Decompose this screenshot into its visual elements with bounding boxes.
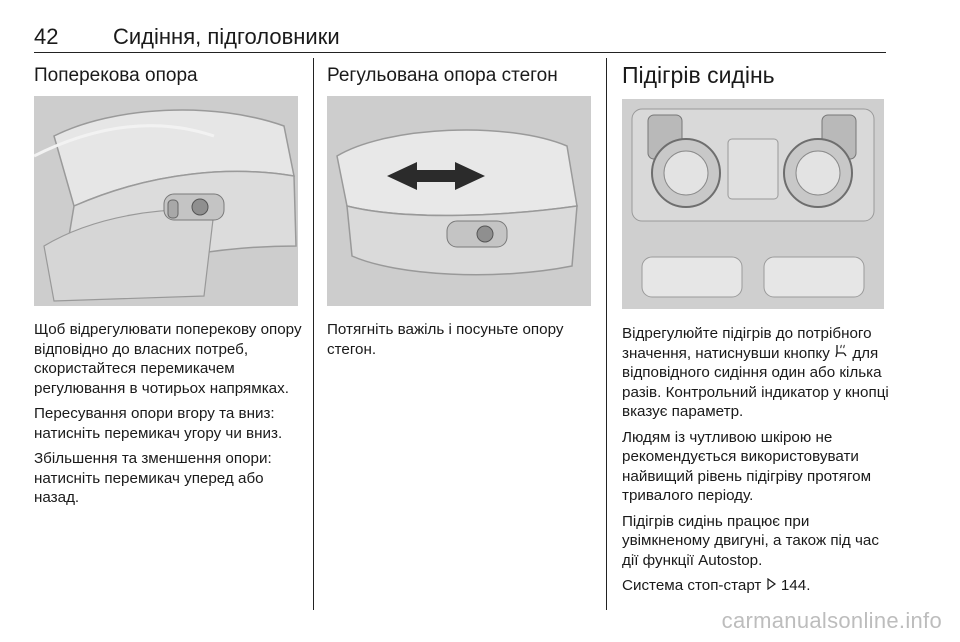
paragraph: Потягніть важіль і посуньте опору стегон.	[327, 321, 564, 358]
paragraph-text: Відрегулюйте підігрів до потрібного значення, натиснувши кнопку	[622, 325, 872, 362]
seat-heating-text	[622, 324, 890, 602]
page-number: 42	[34, 24, 59, 49]
paragraph: Пересування опори вгору та вниз: натисніть перемикач угору чи вниз.	[34, 405, 283, 442]
paragraph-text: для відповідного сидіння один або кілька разів. Контрольний індикатор у кнопці вказує параметр.	[622, 344, 889, 420]
seat-heat-icon	[834, 344, 848, 364]
paragraph: Збільшення та зменшення опори: натисніть перемикач уперед або назад.	[34, 450, 272, 506]
crossref-line	[622, 576, 890, 596]
section-heading-thigh: Регульована опора стегон	[327, 65, 558, 86]
thigh-support-illustration	[327, 96, 591, 306]
paragraph: Людям із чутливою шкірою не рекомендується використовувати найвищий рівень підігріву протягом тривалого періоду.	[622, 428, 872, 504]
paragraph: Підігрів сидінь працює при увімкненому двигуні, а також під час дії функції Autostop.	[622, 512, 879, 569]
column-divider	[606, 58, 607, 610]
watermark: carmanualsonline.info	[721, 608, 942, 633]
lumbar-support-illustration	[34, 96, 298, 306]
section-heading-lumbar: Поперекова опора	[34, 65, 198, 86]
seat-heating-illustration	[622, 99, 884, 309]
section-heading-seat-heating: Підігрів сидінь	[622, 62, 775, 88]
lumbar-text	[34, 320, 302, 514]
crossref-text: Система стоп-старт	[622, 577, 762, 594]
column-divider	[313, 58, 314, 610]
paragraph: Щоб відрегулювати поперекову опору відповідно до власних потреб, скористайтеся перемикачем регулювання в чотирьох напрямках.	[34, 321, 302, 397]
page-header	[34, 24, 886, 53]
page-title: Сидіння, підголовники	[113, 24, 340, 49]
thigh-text	[327, 320, 595, 365]
paragraph-seat-heating-intro	[622, 324, 890, 422]
crossref-link[interactable]: 144.	[780, 577, 811, 594]
crossref-arrow-icon	[766, 576, 777, 596]
